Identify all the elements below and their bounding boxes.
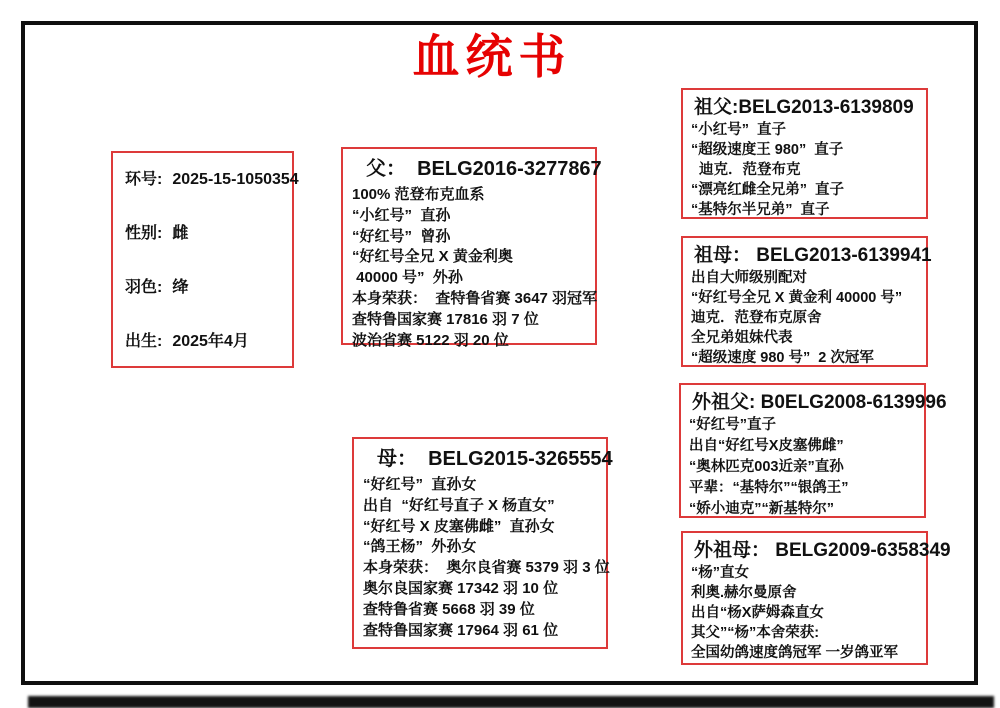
father-detail-line: 查特鲁国家赛 17816 羽 7 位: [352, 310, 539, 328]
mother-detail-line: “鸽王杨” 外孙女: [363, 538, 477, 556]
page-title: 血统书: [412, 32, 572, 84]
subject-field: [125, 277, 292, 299]
maternal-grandmother-detail-line: 其父”“杨”本舍荣获:: [691, 625, 820, 641]
field-label: 羽色:: [125, 279, 163, 296]
mother-details: [363, 475, 610, 641]
maternal-grandfather-ring-number: 外祖父: B0ELG2008-6139996: [692, 392, 947, 413]
father-ring-number: 父： BELG2016-3277867: [366, 158, 602, 180]
mother-detail-line: “好红号 X 皮塞佛雌” 直孙女: [363, 517, 555, 535]
mother-detail-line: 本身荣获： 奥尔良省赛 5379 羽 3 位: [363, 559, 610, 577]
paternal-grandfather-detail-line: “小红号” 直子: [691, 122, 787, 138]
paternal-grandfather-box: [681, 88, 928, 219]
father-detail-line: “小红号” 直孙: [352, 206, 451, 224]
paternal-grandfather-detail-line: 迪克．范登布克: [691, 162, 801, 178]
father-detail-line: 40000 号” 外孙: [352, 269, 463, 287]
maternal-grandfather-detail-line: “好红号”直子: [689, 417, 776, 433]
paternal-grandmother-detail-line: “好红号全兄 X 黄金利 40000 号”: [691, 290, 903, 306]
paternal-grandfather-detail-line: “超级速度王 980” 直子: [691, 142, 844, 158]
father-detail-line: “好红号” 曾孙: [352, 227, 451, 245]
maternal-grandmother-ring-number: 外祖母： BELG2009-6358349: [694, 540, 951, 561]
maternal-grandfather-detail-line: 出自“好红号X皮塞佛雌”: [689, 438, 844, 454]
mother-detail-line: 奥尔良国家赛 17342 羽 10 位: [363, 579, 559, 597]
field-value: 雌: [172, 225, 189, 242]
maternal-grandmother-box: [681, 531, 951, 665]
mother-box: [352, 437, 613, 649]
paternal-grandmother-box: [681, 236, 932, 367]
paternal-grandmother-detail-line: 出自大师级别配对: [691, 270, 807, 286]
father-details: [352, 185, 598, 351]
field-value: 2025年4月: [172, 333, 249, 350]
subject-info-box: [111, 151, 299, 368]
paternal-grandmother-detail-line: 全兄弟姐妹代表: [691, 330, 793, 346]
maternal-grandfather-box: [679, 383, 947, 518]
paternal-grandfather-ring-number: 祖父:BELG2013-6139809: [694, 97, 914, 118]
maternal-grandmother-detail-line: 全国幼鸽速度鸽冠军 一岁鸽亚军: [691, 645, 899, 661]
maternal-grandfather-details: [689, 415, 924, 520]
paternal-grandfather-detail-line: “基特尔半兄弟” 直子: [691, 202, 830, 218]
father-detail-line: 100% 范登布克血系: [352, 186, 485, 203]
subject-field: [125, 331, 292, 353]
father-box: [341, 147, 602, 349]
subject-field: [125, 223, 292, 245]
field-value: 2025-15-1050354: [172, 171, 299, 188]
maternal-grandmother-details: [691, 563, 926, 663]
paternal-grandfather-detail-line: “漂亮红雌全兄弟” 直子: [691, 182, 845, 198]
father-detail-line: “好红号全兄 X 黄金利奥: [352, 248, 513, 266]
maternal-grandmother-detail-line: 出自“杨X萨姆森直女: [691, 605, 824, 621]
field-label: 性别:: [125, 225, 163, 242]
mother-detail-line: “好红号” 直孙女: [363, 476, 477, 493]
paternal-grandfather-details: [691, 120, 926, 220]
mother-detail-line: 查特鲁省赛 5668 羽 39 位: [363, 600, 535, 618]
field-value: 绛: [172, 279, 189, 296]
mother-ring-number: 母： BELG2015-3265554: [377, 448, 613, 470]
maternal-grandmother-detail-line: “杨”直女: [691, 565, 749, 581]
father-detail-line: 波治省赛 5122 羽 20 位: [352, 331, 509, 349]
field-label: 环号:: [125, 171, 163, 188]
subject-field: [125, 169, 299, 191]
father-detail-line: 本身荣获： 查特鲁省赛 3647 羽冠军: [352, 289, 598, 307]
paternal-grandmother-detail-line: 迪克．范登布克原舍: [691, 310, 822, 326]
field-label: 出生:: [125, 333, 163, 350]
mother-detail-line: 出自 “好红号直子 X 杨直女”: [363, 496, 555, 514]
scan-cutoff-artifact: [28, 696, 994, 708]
maternal-grandfather-detail-line: “娇小迪克”“新基特尔”: [689, 501, 834, 517]
paternal-grandmother-ring-number: 祖母： BELG2013-6139941: [694, 245, 932, 266]
paternal-grandmother-detail-line: “超级速度 980 号” 2 次冠军: [691, 350, 874, 366]
maternal-grandfather-detail-line: “奥林匹克003近亲”直孙: [689, 459, 844, 475]
paternal-grandmother-details: [691, 268, 926, 368]
maternal-grandfather-detail-line: 平辈：“基特尔”“银鸽王”: [689, 480, 849, 496]
maternal-grandmother-detail-line: 利奥.赫尔曼原舍: [691, 585, 797, 601]
mother-detail-line: 查特鲁国家赛 17964 羽 61 位: [363, 621, 559, 639]
